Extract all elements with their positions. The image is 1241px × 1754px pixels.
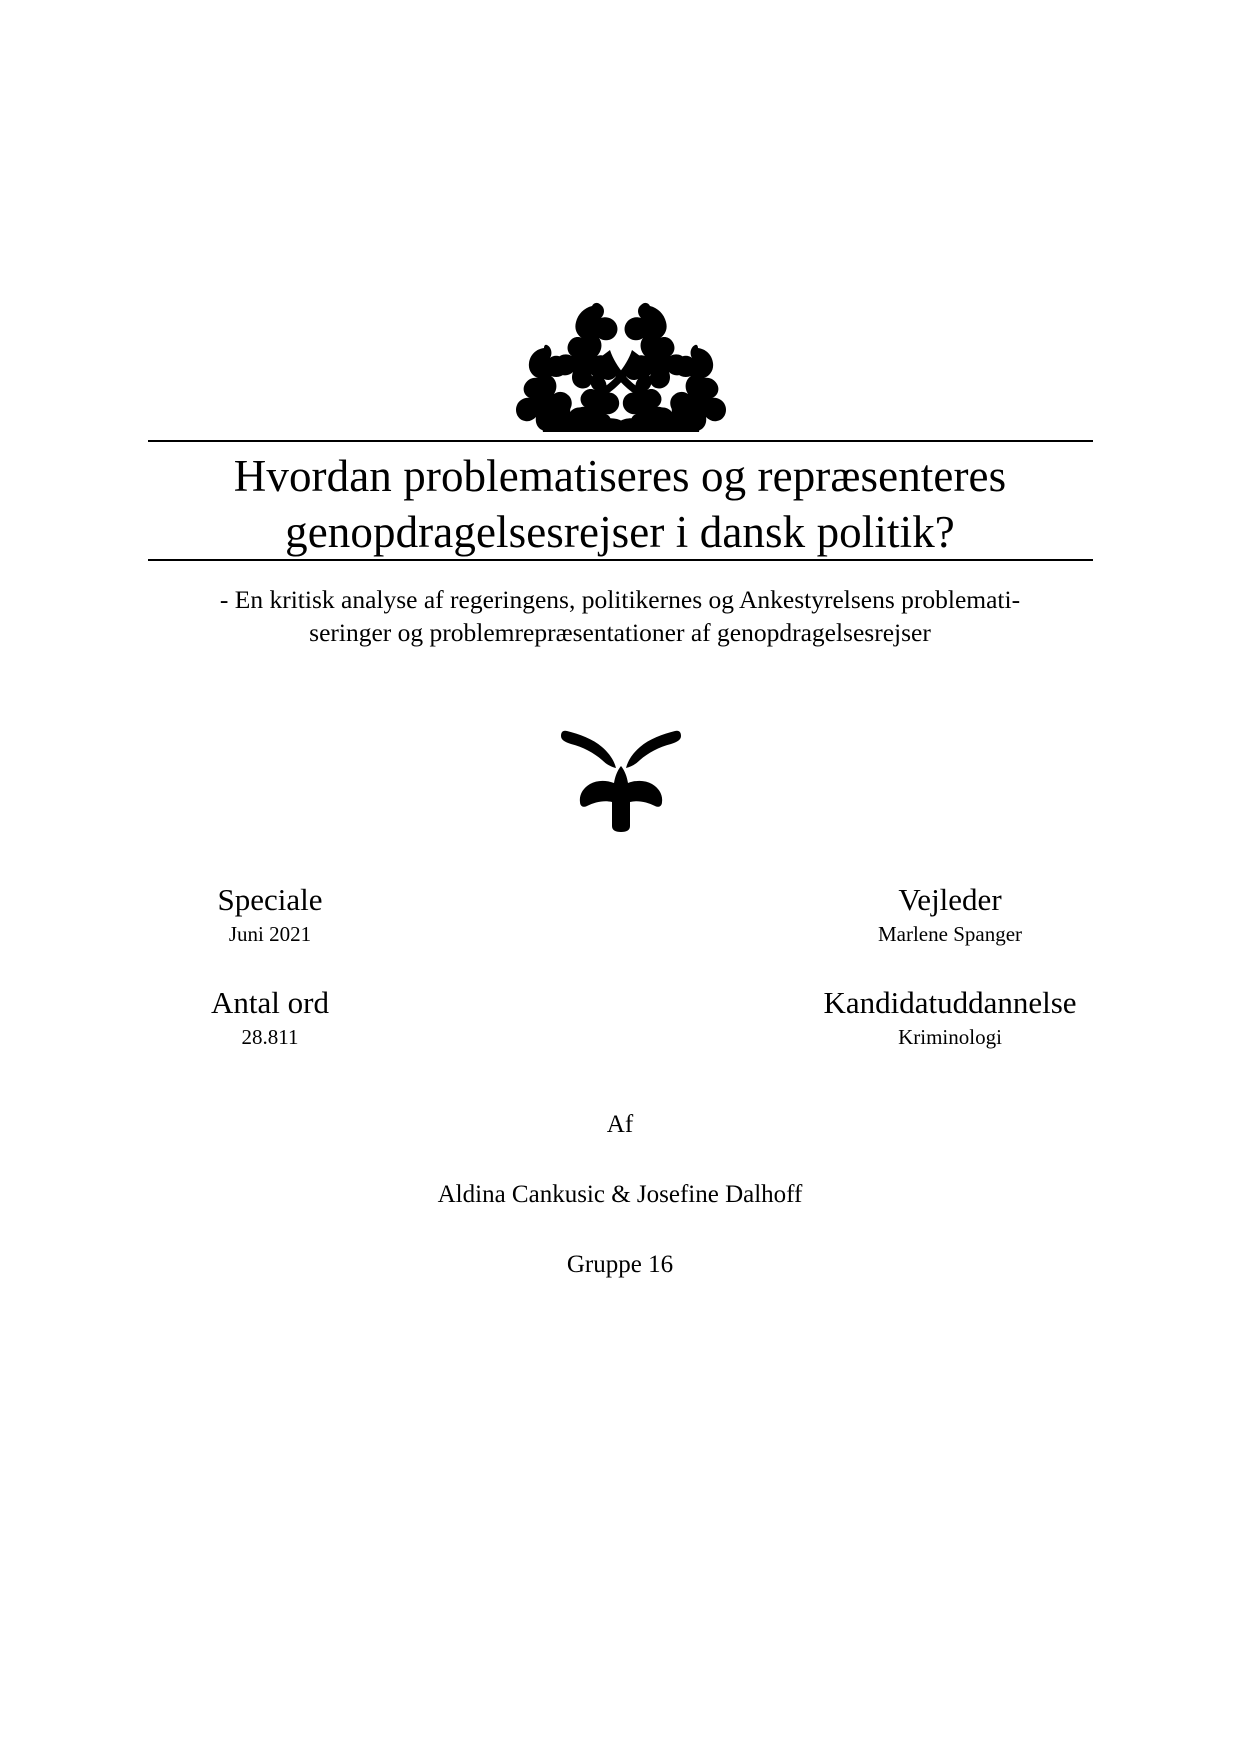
page-title — [120, 448, 1120, 560]
authors-group: Gruppe 16 — [566, 1251, 674, 1278]
acanthus-flourish-ornament-icon — [0, 296, 1241, 432]
metadata-row — [110, 880, 1130, 949]
metadata-heading: Kandidatuddannelse — [823, 985, 1077, 1020]
metadata-cell-speciale — [110, 880, 620, 949]
metadata-heading: Vejleder — [898, 882, 1002, 917]
metadata-value: Marlene Spanger — [877, 922, 1023, 946]
title-rule-top — [148, 440, 1093, 442]
title-line-1: Hvordan problematiseres og repræsenteres — [233, 451, 1007, 501]
title-line-2: genopdragelsesrejser i dansk politik? — [285, 507, 955, 557]
metadata-cell-kandidatuddannelse — [620, 983, 1130, 1052]
subtitle-line-2: seringer og problemrepræsentationer af genopdragelsesrejser — [309, 618, 931, 647]
page-subtitle — [130, 583, 1110, 649]
metadata-value: Kriminologi — [898, 1025, 1002, 1049]
metadata-row — [110, 983, 1130, 1052]
aldus-leaf-fleuron-icon — [0, 722, 1241, 850]
authors-names: Aldina Cankusic & Josefine Dalhoff — [437, 1181, 803, 1208]
authors-by-label: Af — [606, 1111, 634, 1138]
metadata-heading: Speciale — [217, 882, 323, 917]
metadata-cell-antal-ord — [110, 983, 620, 1052]
metadata-value: Juni 2021 — [228, 922, 312, 946]
metadata-grid — [110, 880, 1130, 1052]
subtitle-line-1: - En kritisk analyse af regeringens, politikernes og Ankestyrelsens problemati- — [219, 585, 1021, 614]
metadata-value: 28.811 — [241, 1025, 299, 1049]
metadata-cell-vejleder — [620, 880, 1130, 949]
metadata-heading: Antal ord — [211, 985, 329, 1020]
authors-block — [110, 1108, 1130, 1282]
